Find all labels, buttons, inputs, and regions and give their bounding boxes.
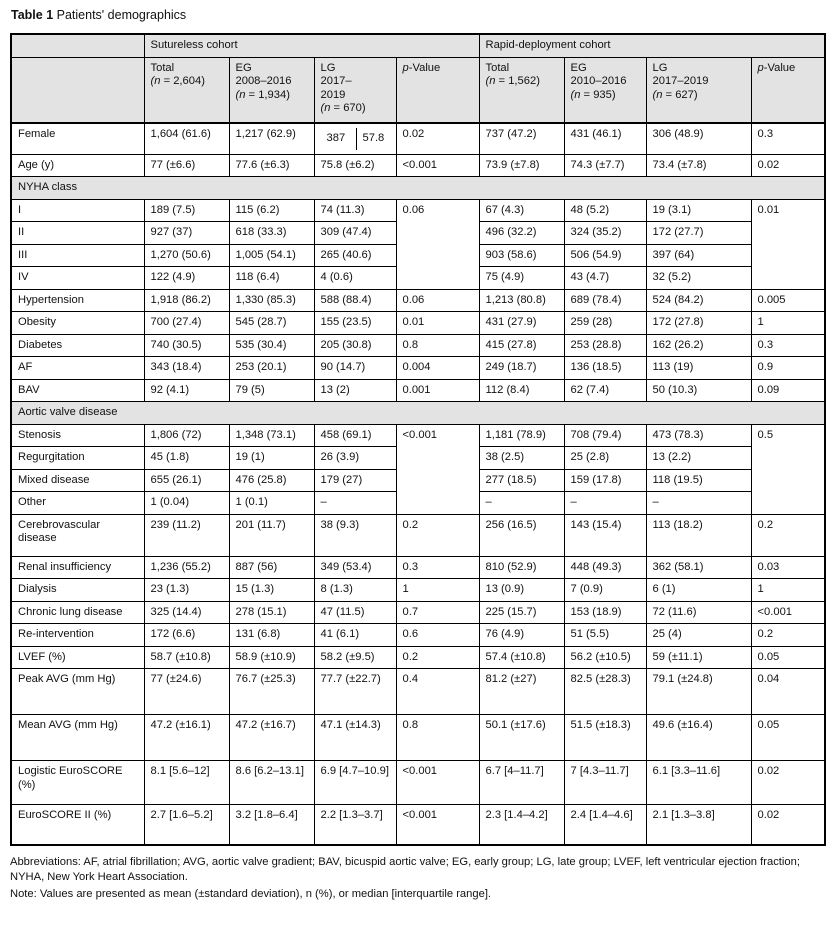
cell-diabetes-r-total: 415 (27.8)	[479, 334, 564, 357]
header-line-n: (n = 2,604)	[150, 75, 205, 87]
cell-dialysis-r-eg: 7 (0.9)	[564, 579, 646, 602]
cell-regurgitation-s-eg: 19 (1)	[229, 447, 314, 470]
cell-renal-r-lg: 362 (58.1)	[646, 556, 751, 579]
cell-meanavg-s-pvalue: 0.8	[396, 715, 479, 761]
cell-stenosis-r-eg: 708 (79.4)	[564, 424, 646, 447]
cell-obesity-s-lg: 155 (23.5)	[314, 312, 396, 335]
cell-bav-r-total: 112 (8.4)	[479, 379, 564, 402]
cell-lung-s-eg: 278 (15.1)	[229, 601, 314, 624]
cell-age-r-lg: 73.4 (±7.8)	[646, 154, 751, 177]
cell-logeuro-r-total: 6.7 [4–11.7]	[479, 761, 564, 805]
table-row	[11, 646, 825, 669]
cell-cerebrovascular-r-pvalue: 0.2	[751, 514, 825, 556]
cell-reintervention-s-pvalue: 0.6	[396, 624, 479, 647]
header-sutureless-lg	[314, 57, 396, 123]
cell-bav-s-lg: 13 (2)	[314, 379, 396, 402]
cell-regurgitation-s-total: 45 (1.8)	[144, 447, 229, 470]
cell-cerebrovascular-r-eg: 143 (15.4)	[564, 514, 646, 556]
cell-peakavg-s-lg: 77.7 (±22.7)	[314, 669, 396, 715]
cell-female-s-lg-count: 387	[326, 132, 346, 144]
row-label-lvef: LVEF (%)	[11, 646, 144, 669]
cell-logeuro-s-eg: 8.6 [6.2–13.1]	[229, 761, 314, 805]
footnote-note: Note: Values are presented as mean (±standard deviation), n (%), or median [interquartile range].	[10, 887, 492, 900]
cell-nyha-iv-s-lg: 4 (0.6)	[314, 267, 396, 290]
cell-age-s-lg: 75.8 (±6.2)	[314, 154, 396, 177]
cell-lung-s-pvalue: 0.7	[396, 601, 479, 624]
cell-cerebrovascular-s-pvalue: 0.2	[396, 514, 479, 556]
cell-mixed-r-total: 277 (18.5)	[479, 469, 564, 492]
cell-meanavg-r-pvalue: 0.05	[751, 715, 825, 761]
row-label-euroscore-ii: EuroSCORE II (%)	[11, 805, 144, 845]
header-line: LG	[320, 61, 336, 74]
cell-af-r-eg: 136 (18.5)	[564, 357, 646, 380]
table-row	[11, 715, 825, 761]
footnote-abbreviations: Abbreviations: AF, atrial fibrillation; AVG, aortic valve gradient; BAV, bicuspid aortic valve; EG, early group; LG, late group; LVEF, left ventricular ejection fraction; NYHA, New York Heart Association.	[10, 855, 800, 883]
cell-reintervention-r-eg: 51 (5.5)	[564, 624, 646, 647]
cell-female-r-pvalue: 0.3	[751, 123, 825, 154]
cell-peakavg-s-total: 77 (±24.6)	[144, 669, 229, 715]
cell-lung-r-eg: 153 (18.9)	[564, 601, 646, 624]
row-label-bav: BAV	[11, 379, 144, 402]
cell-age-r-pvalue: 0.02	[751, 154, 825, 177]
cell-hypertension-s-total: 1,918 (86.2)	[144, 289, 229, 312]
cell-euroii-s-eg: 3.2 [1.8–6.4]	[229, 805, 314, 845]
cell-female-s-lg-percent: 57.8	[356, 128, 391, 150]
row-label-nyha-i: I	[11, 199, 144, 222]
cell-nyha-iv-r-eg: 43 (4.7)	[564, 267, 646, 290]
cell-age-s-total: 77 (±6.6)	[144, 154, 229, 177]
cell-obesity-s-pvalue: 0.01	[396, 312, 479, 335]
cell-euroii-r-total: 2.3 [1.4–4.2]	[479, 805, 564, 845]
cell-logeuro-r-eg: 7 [4.3–11.7]	[564, 761, 646, 805]
table-row	[11, 312, 825, 335]
cell-nyha-iii-r-lg: 397 (64)	[646, 244, 751, 267]
cell-dialysis-s-pvalue: 1	[396, 579, 479, 602]
cell-renal-s-eg: 887 (56)	[229, 556, 314, 579]
cell-euroii-r-lg: 2.1 [1.3–3.8]	[646, 805, 751, 845]
cell-hypertension-s-eg: 1,330 (85.3)	[229, 289, 314, 312]
cell-renal-s-total: 1,236 (55.2)	[144, 556, 229, 579]
cell-lung-s-total: 325 (14.4)	[144, 601, 229, 624]
table-row	[11, 424, 825, 447]
header-line: 2008–2016	[235, 75, 292, 87]
header-line: EG	[570, 61, 587, 74]
table-caption-text: Patients' demographics	[56, 8, 187, 22]
cell-female-s-total: 1,604 (61.6)	[144, 123, 229, 154]
header-rapid-eg	[564, 57, 646, 123]
row-label-af: AF	[11, 357, 144, 380]
row-label-nyha-iv: IV	[11, 267, 144, 290]
cell-peakavg-s-eg: 76.7 (±25.3)	[229, 669, 314, 715]
cell-nyha-ii-s-total: 927 (37)	[144, 222, 229, 245]
section-header-aortic-valve-disease: Aortic valve disease	[11, 402, 825, 425]
header-line: 2017–	[320, 75, 352, 87]
cell-cerebrovascular-s-total: 239 (11.2)	[144, 514, 229, 556]
cell-euroii-s-lg: 2.2 [1.3–3.7]	[314, 805, 396, 845]
table-row	[11, 379, 825, 402]
cell-meanavg-s-total: 47.2 (±16.1)	[144, 715, 229, 761]
header-line: 2010–2016	[570, 75, 627, 87]
cell-female-r-eg: 431 (46.1)	[564, 123, 646, 154]
cell-peakavg-r-eg: 82.5 (±28.3)	[564, 669, 646, 715]
cell-meanavg-r-lg: 49.6 (±16.4)	[646, 715, 751, 761]
row-label-regurgitation: Regurgitation	[11, 447, 144, 470]
header-sutureless-pvalue: p-Value	[396, 57, 479, 123]
header-sutureless-total	[144, 57, 229, 123]
cell-af-s-pvalue: 0.004	[396, 357, 479, 380]
cell-cerebrovascular-s-lg: 38 (9.3)	[314, 514, 396, 556]
cell-bav-r-eg: 62 (7.4)	[564, 379, 646, 402]
cell-other-s-total: 1 (0.04)	[144, 492, 229, 515]
cell-hypertension-r-eg: 689 (78.4)	[564, 289, 646, 312]
table-row	[11, 624, 825, 647]
cell-lvef-r-lg: 59 (±11.1)	[646, 646, 751, 669]
cell-hypertension-r-pvalue: 0.005	[751, 289, 825, 312]
cell-nyha-iii-s-lg: 265 (40.6)	[314, 244, 396, 267]
cell-logeuro-s-lg: 6.9 [4.7–10.9]	[314, 761, 396, 805]
cell-age-s-eg: 77.6 (±6.3)	[229, 154, 314, 177]
table-row	[11, 514, 825, 556]
cell-bav-s-eg: 79 (5)	[229, 379, 314, 402]
cell-nyha-iii-r-eg: 506 (54.9)	[564, 244, 646, 267]
cell-lvef-s-eg: 58.9 (±10.9)	[229, 646, 314, 669]
table-caption	[11, 7, 824, 23]
cell-lvef-s-lg: 58.2 (±9.5)	[314, 646, 396, 669]
cell-diabetes-s-pvalue: 0.8	[396, 334, 479, 357]
cell-stenosis-s-total: 1,806 (72)	[144, 424, 229, 447]
table-row	[11, 199, 825, 222]
cell-obesity-r-eg: 259 (28)	[564, 312, 646, 335]
patients-demographics-table	[10, 33, 826, 846]
cell-hypertension-s-pvalue: 0.06	[396, 289, 479, 312]
cell-bav-s-pvalue: 0.001	[396, 379, 479, 402]
cell-other-r-eg: –	[564, 492, 646, 515]
cell-diabetes-s-lg: 205 (30.8)	[314, 334, 396, 357]
cell-regurgitation-s-lg: 26 (3.9)	[314, 447, 396, 470]
cell-reintervention-r-lg: 25 (4)	[646, 624, 751, 647]
cell-af-r-total: 249 (18.7)	[479, 357, 564, 380]
cell-peakavg-s-pvalue: 0.4	[396, 669, 479, 715]
cell-meanavg-s-eg: 47.2 (±16.7)	[229, 715, 314, 761]
row-label-re-intervention: Re-intervention	[11, 624, 144, 647]
header-group-rapid-deployment: Rapid-deployment cohort	[479, 34, 825, 57]
header-group-sutureless: Sutureless cohort	[144, 34, 479, 57]
table-body	[11, 123, 825, 845]
cell-female-s-pvalue: 0.02	[396, 123, 479, 154]
section-header-row	[11, 177, 825, 200]
row-label-nyha-iii: III	[11, 244, 144, 267]
row-label-nyha-ii: II	[11, 222, 144, 245]
header-line-n: (n = 1,562)	[485, 75, 540, 87]
table-row	[11, 289, 825, 312]
cell-regurgitation-r-eg: 25 (2.8)	[564, 447, 646, 470]
row-label-other: Other	[11, 492, 144, 515]
cell-nyha-ii-r-total: 496 (32.2)	[479, 222, 564, 245]
cell-nyha-i-s-total: 189 (7.5)	[144, 199, 229, 222]
cell-lung-s-lg: 47 (11.5)	[314, 601, 396, 624]
table-row	[11, 334, 825, 357]
cell-dialysis-s-total: 23 (1.3)	[144, 579, 229, 602]
cell-reintervention-s-eg: 131 (6.8)	[229, 624, 314, 647]
cell-euroii-s-pvalue: <0.001	[396, 805, 479, 845]
cell-obesity-r-total: 431 (27.9)	[479, 312, 564, 335]
cell-meanavg-s-lg: 47.1 (±14.3)	[314, 715, 396, 761]
cell-diabetes-r-lg: 162 (26.2)	[646, 334, 751, 357]
row-label-chronic-lung-disease: Chronic lung disease	[11, 601, 144, 624]
cell-lung-r-total: 225 (15.7)	[479, 601, 564, 624]
cell-logeuro-r-lg: 6.1 [3.3–11.6]	[646, 761, 751, 805]
table-row	[11, 556, 825, 579]
row-label-mean-avg: Mean AVG (mm Hg)	[11, 715, 144, 761]
cell-other-r-lg: –	[646, 492, 751, 515]
table-row	[11, 601, 825, 624]
cell-nyha-i-r-total: 67 (4.3)	[479, 199, 564, 222]
table-caption-label: Table 1	[11, 8, 54, 22]
cell-peakavg-r-pvalue: 0.04	[751, 669, 825, 715]
cell-stenosis-s-eg: 1,348 (73.1)	[229, 424, 314, 447]
header-corner-blank	[11, 34, 144, 57]
cell-lvef-r-eg: 56.2 (±10.5)	[564, 646, 646, 669]
cell-af-r-pvalue: 0.9	[751, 357, 825, 380]
header-line: Total	[485, 61, 510, 74]
cell-euroii-s-total: 2.7 [1.6–5.2]	[144, 805, 229, 845]
cell-age-r-eg: 74.3 (±7.7)	[564, 154, 646, 177]
cell-other-r-total: –	[479, 492, 564, 515]
cell-stenosis-s-lg: 458 (69.1)	[314, 424, 396, 447]
cell-obesity-r-lg: 172 (27.8)	[646, 312, 751, 335]
cell-age-s-pvalue: <0.001	[396, 154, 479, 177]
cell-lvef-s-pvalue: 0.2	[396, 646, 479, 669]
table-row	[11, 805, 825, 845]
row-label-stenosis: Stenosis	[11, 424, 144, 447]
cell-logeuro-s-pvalue: <0.001	[396, 761, 479, 805]
cell-nyha-iv-r-total: 75 (4.9)	[479, 267, 564, 290]
header-line-n: (n = 1,934)	[235, 88, 290, 101]
cell-hypertension-r-lg: 524 (84.2)	[646, 289, 751, 312]
cell-diabetes-r-eg: 253 (28.8)	[564, 334, 646, 357]
header-sutureless-eg	[229, 57, 314, 123]
cell-nyha-iv-s-total: 122 (4.9)	[144, 267, 229, 290]
cell-mixed-s-eg: 476 (25.8)	[229, 469, 314, 492]
cell-nyha-iii-s-eg: 1,005 (54.1)	[229, 244, 314, 267]
row-label-renal-insufficiency: Renal insufficiency	[11, 556, 144, 579]
header-line-n: (n = 670)	[320, 102, 366, 114]
header-subcolumn-row	[11, 57, 825, 123]
cell-stenosis-r-total: 1,181 (78.9)	[479, 424, 564, 447]
cell-nyha-ii-s-lg: 309 (47.4)	[314, 222, 396, 245]
row-label-cerebrovascular-disease: Cerebrovascular disease	[11, 514, 144, 556]
table-footnotes	[10, 855, 824, 902]
cell-bav-r-pvalue: 0.09	[751, 379, 825, 402]
row-label-peak-avg: Peak AVG (mm Hg)	[11, 669, 144, 715]
section-header-row	[11, 402, 825, 425]
table-row	[11, 123, 825, 154]
table-row	[11, 579, 825, 602]
cell-stenosis-r-lg: 473 (78.3)	[646, 424, 751, 447]
cell-logeuro-r-pvalue: 0.02	[751, 761, 825, 805]
cell-lvef-r-pvalue: 0.05	[751, 646, 825, 669]
header-group-row	[11, 34, 825, 57]
cell-peakavg-r-lg: 79.1 (±24.8)	[646, 669, 751, 715]
header-variable-blank	[11, 57, 144, 123]
cell-hypertension-s-lg: 588 (88.4)	[314, 289, 396, 312]
cell-nyha-iii-s-total: 1,270 (50.6)	[144, 244, 229, 267]
row-label-hypertension: Hypertension	[11, 289, 144, 312]
table-row	[11, 357, 825, 380]
cell-nyha-ii-r-lg: 172 (27.7)	[646, 222, 751, 245]
section-header-nyha: NYHA class	[11, 177, 825, 200]
row-label-logistic-euroscore: Logistic EuroSCORE (%)	[11, 761, 144, 805]
cell-reintervention-r-total: 76 (4.9)	[479, 624, 564, 647]
cell-obesity-r-pvalue: 1	[751, 312, 825, 335]
table-head	[11, 34, 825, 123]
cell-peakavg-r-total: 81.2 (±27)	[479, 669, 564, 715]
cell-euroii-r-pvalue: 0.02	[751, 805, 825, 845]
cell-meanavg-r-total: 50.1 (±17.6)	[479, 715, 564, 761]
cell-nyha-i-r-lg: 19 (3.1)	[646, 199, 751, 222]
cell-renal-r-eg: 448 (49.3)	[564, 556, 646, 579]
cell-dialysis-r-pvalue: 1	[751, 579, 825, 602]
cell-mixed-r-lg: 118 (19.5)	[646, 469, 751, 492]
cell-reintervention-s-total: 172 (6.6)	[144, 624, 229, 647]
header-line-n: (n = 627)	[652, 88, 698, 101]
cell-af-r-lg: 113 (19)	[646, 357, 751, 380]
cell-obesity-s-total: 700 (27.4)	[144, 312, 229, 335]
table-row	[11, 761, 825, 805]
cell-avd-r-pvalue: 0.5	[751, 424, 825, 514]
cell-other-s-lg: –	[314, 492, 396, 515]
header-line-n: (n = 935)	[570, 88, 616, 101]
cell-nyha-i-s-lg: 74 (11.3)	[314, 199, 396, 222]
cell-nyha-iv-r-lg: 32 (5.2)	[646, 267, 751, 290]
cell-female-r-total: 737 (47.2)	[479, 123, 564, 154]
cell-dialysis-s-lg: 8 (1.3)	[314, 579, 396, 602]
cell-avd-s-pvalue: <0.001	[396, 424, 479, 514]
cell-lvef-r-total: 57.4 (±10.8)	[479, 646, 564, 669]
cell-cerebrovascular-r-total: 256 (16.5)	[479, 514, 564, 556]
cell-nyha-ii-r-eg: 324 (35.2)	[564, 222, 646, 245]
row-label-female: Female	[11, 123, 144, 154]
cell-nyha-ii-s-eg: 618 (33.3)	[229, 222, 314, 245]
cell-dialysis-s-eg: 15 (1.3)	[229, 579, 314, 602]
cell-bav-s-total: 92 (4.1)	[144, 379, 229, 402]
cell-obesity-s-eg: 545 (28.7)	[229, 312, 314, 335]
cell-bav-r-lg: 50 (10.3)	[646, 379, 751, 402]
cell-meanavg-r-eg: 51.5 (±18.3)	[564, 715, 646, 761]
cell-af-s-total: 343 (18.4)	[144, 357, 229, 380]
cell-dialysis-r-lg: 6 (1)	[646, 579, 751, 602]
cell-female-s-eg: 1,217 (62.9)	[229, 123, 314, 154]
cell-nyha-r-pvalue: 0.01	[751, 199, 825, 289]
cell-nyha-s-pvalue: 0.06	[396, 199, 479, 289]
cell-renal-s-lg: 349 (53.4)	[314, 556, 396, 579]
row-label-age: Age (y)	[11, 154, 144, 177]
cell-renal-r-total: 810 (52.9)	[479, 556, 564, 579]
header-rapid-total	[479, 57, 564, 123]
row-label-mixed-disease: Mixed disease	[11, 469, 144, 492]
header-rapid-lg	[646, 57, 751, 123]
cell-mixed-s-total: 655 (26.1)	[144, 469, 229, 492]
cell-age-r-total: 73.9 (±7.8)	[479, 154, 564, 177]
cell-renal-r-pvalue: 0.03	[751, 556, 825, 579]
cell-female-s-lg-split	[314, 123, 396, 154]
cell-diabetes-s-total: 740 (30.5)	[144, 334, 229, 357]
header-line: LG	[652, 61, 668, 74]
row-label-diabetes: Diabetes	[11, 334, 144, 357]
cell-diabetes-s-eg: 535 (30.4)	[229, 334, 314, 357]
cell-hypertension-r-total: 1,213 (80.8)	[479, 289, 564, 312]
cell-lung-r-lg: 72 (11.6)	[646, 601, 751, 624]
cell-lung-r-pvalue: <0.001	[751, 601, 825, 624]
cell-reintervention-r-pvalue: 0.2	[751, 624, 825, 647]
cell-nyha-i-r-eg: 48 (5.2)	[564, 199, 646, 222]
header-line: 2017–2019	[652, 75, 709, 87]
cell-female-r-lg: 306 (48.9)	[646, 123, 751, 154]
cell-nyha-i-s-eg: 115 (6.2)	[229, 199, 314, 222]
cell-diabetes-r-pvalue: 0.3	[751, 334, 825, 357]
cell-euroii-r-eg: 2.4 [1.4–4.6]	[564, 805, 646, 845]
cell-cerebrovascular-s-eg: 201 (11.7)	[229, 514, 314, 556]
cell-dialysis-r-total: 13 (0.9)	[479, 579, 564, 602]
row-label-dialysis: Dialysis	[11, 579, 144, 602]
cell-mixed-s-lg: 179 (27)	[314, 469, 396, 492]
header-rapid-pvalue: p-Value	[751, 57, 825, 123]
cell-cerebrovascular-r-lg: 113 (18.2)	[646, 514, 751, 556]
cell-reintervention-s-lg: 41 (6.1)	[314, 624, 396, 647]
cell-regurgitation-r-lg: 13 (2.2)	[646, 447, 751, 470]
cell-af-s-lg: 90 (14.7)	[314, 357, 396, 380]
cell-other-s-eg: 1 (0.1)	[229, 492, 314, 515]
cell-renal-s-pvalue: 0.3	[396, 556, 479, 579]
header-line: EG	[235, 61, 252, 74]
header-line: Total	[150, 61, 175, 74]
cell-regurgitation-r-total: 38 (2.5)	[479, 447, 564, 470]
table-row	[11, 669, 825, 715]
row-label-obesity: Obesity	[11, 312, 144, 335]
cell-lvef-s-total: 58.7 (±10.8)	[144, 646, 229, 669]
cell-nyha-iii-r-total: 903 (58.6)	[479, 244, 564, 267]
cell-mixed-r-eg: 159 (17.8)	[564, 469, 646, 492]
header-line: 2019	[320, 88, 346, 101]
cell-nyha-iv-s-eg: 118 (6.4)	[229, 267, 314, 290]
cell-af-s-eg: 253 (20.1)	[229, 357, 314, 380]
cell-logeuro-s-total: 8.1 [5.6–12]	[144, 761, 229, 805]
table-row	[11, 154, 825, 177]
